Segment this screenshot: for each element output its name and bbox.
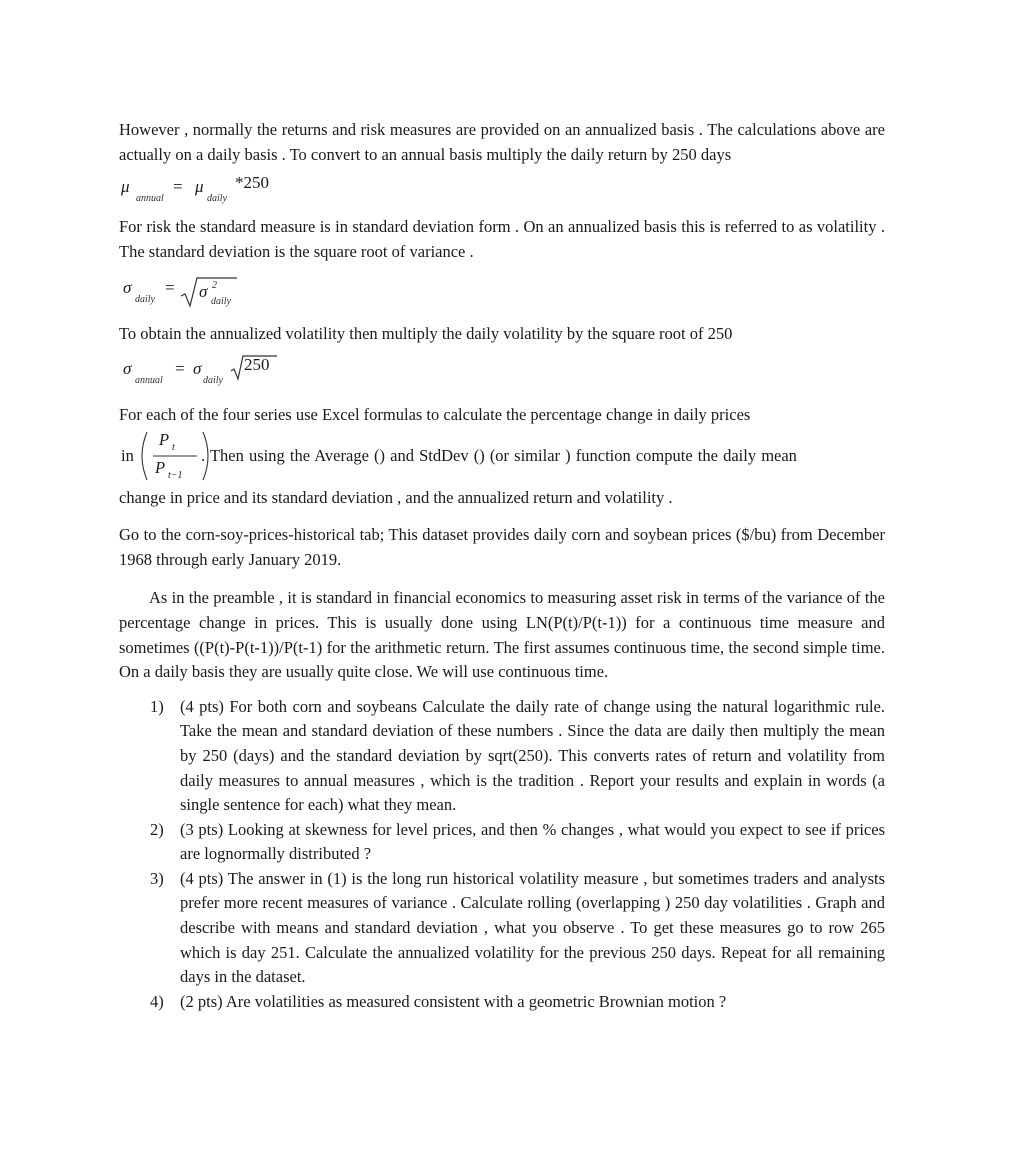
question-number: 3) xyxy=(150,868,164,888)
question-text: (4 pts) For both corn and soybeans Calculate the daily rate of change using the natural logarithmic rule. Take the mean and standard deviation of these numbers . Since the data are daily then multiply the mean by 250 (days) and the standard deviation by sqrt(250). This converts rates of return and volatility from daily measures to annual measures , which is the tradition . Report your results and explain in words (a single sentence for each) what they mean. xyxy=(180,696,885,815)
paragraph-volatility: To obtain the annualized volatility then multiply the daily volatility by the square root of 250 xyxy=(119,324,733,344)
question-item xyxy=(119,695,885,818)
equation-mean-annual xyxy=(119,173,885,211)
paragraph-annualize: However , normally the returns and risk measures are provided on an annualized basis . The calculations above are actually on a daily basis . To convert to an annual basis multiply the daily return by 250 days xyxy=(119,120,885,164)
question-list xyxy=(119,695,885,1015)
eq-sa-lhs-sub: annual xyxy=(135,374,163,386)
eq-mean-tail: *250 xyxy=(235,173,269,193)
fraction-numerator: P xyxy=(159,429,170,449)
paragraph-dataset-tab: Go to the corn-soy-prices-historical tab; This dataset provides daily corn and soybean prices ($/bu) from December 1968 through early January 2019. xyxy=(119,525,885,569)
eq-sa-lhs-symbol: σ xyxy=(123,358,132,378)
eq-sd-rad-sup: 2 xyxy=(212,280,217,292)
eq-sa-rhs-symbol: σ xyxy=(193,358,202,378)
eq-sd-lhs-sub: daily xyxy=(135,294,155,306)
fraction-numerator-sub: t xyxy=(172,441,175,453)
eq-sa-equals: = xyxy=(175,358,185,378)
question-item xyxy=(119,990,885,1015)
equation-sigma-daily xyxy=(119,274,885,318)
question-number: 2) xyxy=(150,819,164,839)
eq-mean-equals: = xyxy=(173,177,183,197)
eq-sd-lhs-symbol: σ xyxy=(123,278,132,298)
question-text: (3 pts) Looking at skewness for level prices, and then % changes , what would you expect to see if prices are lognormally distributed ? xyxy=(180,819,885,864)
question-number: 4) xyxy=(150,991,164,1011)
paragraph-series-in: in xyxy=(121,445,134,465)
eq-mean-rhs-symbol: μ xyxy=(195,177,204,197)
eq-mean-lhs-sub: annual xyxy=(136,193,164,205)
paragraph-series-then: . Then using the Average () and StdDev () (or similar ) function compute the daily mean xyxy=(201,445,797,465)
eq-mean-lhs-symbol: μ xyxy=(121,177,130,197)
paragraph-series-intro: For each of the four series use Excel formulas to calculate the percentage change in daily prices xyxy=(119,404,751,424)
paragraph-risk: For risk the standard measure is in standard deviation form . On an annualized basis this is referred to as volatility . The standard deviation is the square root of variance . xyxy=(119,217,885,261)
fraction-denominator: P xyxy=(155,457,166,477)
eq-sd-equals: = xyxy=(165,278,175,298)
paragraph-series-fraction-line xyxy=(119,428,885,484)
equation-sigma-annual xyxy=(119,355,885,399)
eq-sd-rad-sub: daily xyxy=(211,296,231,308)
eq-mean-rhs-sub: daily xyxy=(207,193,227,205)
eq-sd-rad-symbol: σ xyxy=(199,282,208,302)
question-item xyxy=(119,867,885,990)
question-text: (4 pts) The answer in (1) is the long run historical volatility measure , but sometimes traders and analysts prefer more recent measures of variance . Calculate rolling (overlapping ) 250 day volatilities . Graph and describe with means and standard deviation , what you observe . To get these measures go to row 265 which is day 251. Calculate the annualized volatility for the previous 250 days. Repeat for all remaining days in the dataset. xyxy=(180,868,885,987)
question-item xyxy=(119,818,885,867)
eq-sa-rad-value: 250 xyxy=(244,354,270,374)
paragraph-series-conclusion: change in price and its standard deviation , and the annualized return and volatility . xyxy=(119,487,673,507)
question-number: 1) xyxy=(150,696,164,716)
paragraph-preamble: As in the preamble , it is standard in financial economics to measuring asset risk in terms of the variance of the percentage change in prices. This is usually done using LN(P(t)/P(t-1)) for a continuous time measure and sometimes ((P(t)-P(t-1))/P(t-1) for the arithmetic return. The first assumes continuous time, the second simple time. On a daily basis they are usually quite close. We will use continuous time. xyxy=(119,588,885,682)
eq-sa-rhs-sub: daily xyxy=(203,374,223,386)
fraction-denominator-sub: t−1 xyxy=(168,469,183,481)
question-text: (2 pts) Are volatilities as measured consistent with a geometric Brownian motion ? xyxy=(180,991,727,1011)
document-page xyxy=(119,118,885,1014)
